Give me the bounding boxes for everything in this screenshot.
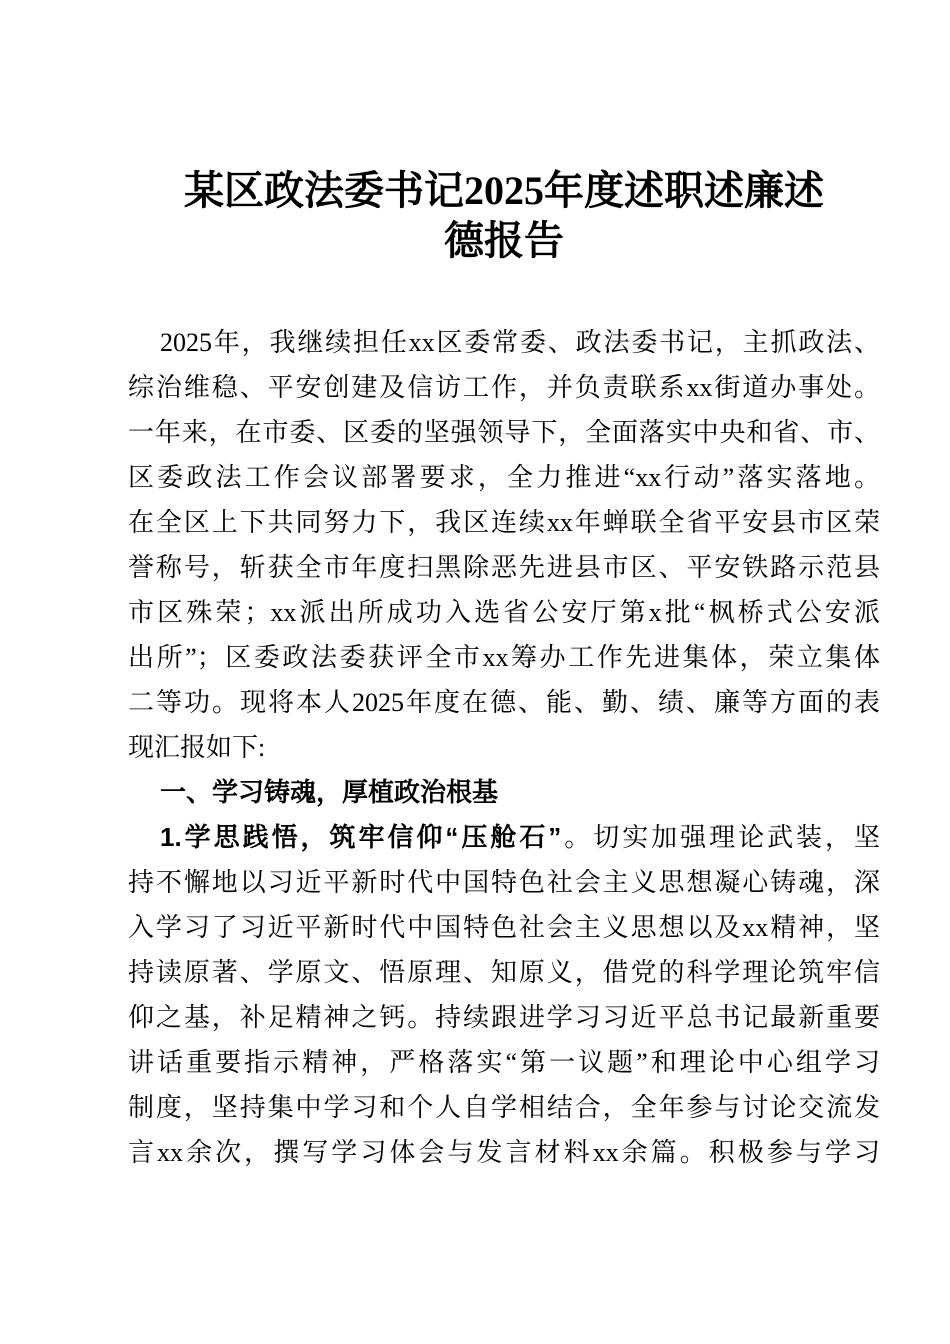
document-title-line-1: 某区政法委书记2025年度述职述廉述: [184, 168, 824, 213]
text-line: 出所”；区委政法委获评全市xx筹办工作先进集体，荣立集体: [128, 643, 880, 672]
text-line: 综治维稳、平安创建及信访工作，并负责联系xx街道办事处。: [128, 373, 880, 402]
text-line: 持不懈地以习近平新时代中国特色社会主义思想凝心铸魂，深: [128, 868, 880, 897]
document-title: [128, 166, 880, 266]
text-line: 讲话重要指示精神，严格落实“第一议题”和理论中心组学习: [128, 1048, 880, 1077]
text-line: 仰之基，补足精神之钙。持续跟进学习习近平总书记最新重要: [128, 1003, 880, 1032]
document-body: [128, 320, 880, 1175]
text-line: 持读原著、学原文、悟原理、知原义，借党的科学理论筑牢信: [128, 958, 880, 987]
text-line: 市区殊荣；xx派出所成功入选省公安厅第x批“枫桥式公安派: [128, 598, 880, 627]
text-line: 2025年，我继续担任xx区委常委、政法委书记，主抓政法、: [160, 328, 880, 357]
text-line: 言xx余次，撰写学习体会与发言材料xx余篇。积极参与学习: [128, 1138, 880, 1167]
section-heading: 一、学习铸魂，厚植政治根基: [160, 777, 499, 807]
text-line: 在全区上下共同努力下，我区连续xx年蝉联全省平安县市区荣: [128, 508, 880, 537]
bold-lead-in: 1.学思践悟，筑牢信仰“压舱石”: [160, 822, 562, 852]
text-line: 二等功。现将本人2025年度在德、能、勤、绩、廉等方面的表: [128, 688, 880, 717]
text-line: 1.学思践悟，筑牢信仰“压舱石”。切实加强理论武装，坚: [160, 822, 880, 852]
text-line: 区委政法工作会议部署要求，全力推进“xx行动”落实落地。: [128, 463, 880, 492]
text-line: 一年来，在市委、区委的坚强领导下，全面落实中央和省、市、: [128, 418, 880, 447]
document-title-line-2: 德报告: [444, 218, 564, 263]
text-line: 誉称号，斩获全市年度扫黑除恶先进县市区、平安铁路示范县: [128, 553, 880, 582]
text-line: 制度，坚持集中学习和个人自学相结合，全年参与讨论交流发: [128, 1093, 880, 1122]
text-line: 现汇报如下:: [128, 733, 266, 762]
text-line: 入学习了习近平新时代中国特色社会主义思想以及xx精神，坚: [128, 913, 880, 942]
